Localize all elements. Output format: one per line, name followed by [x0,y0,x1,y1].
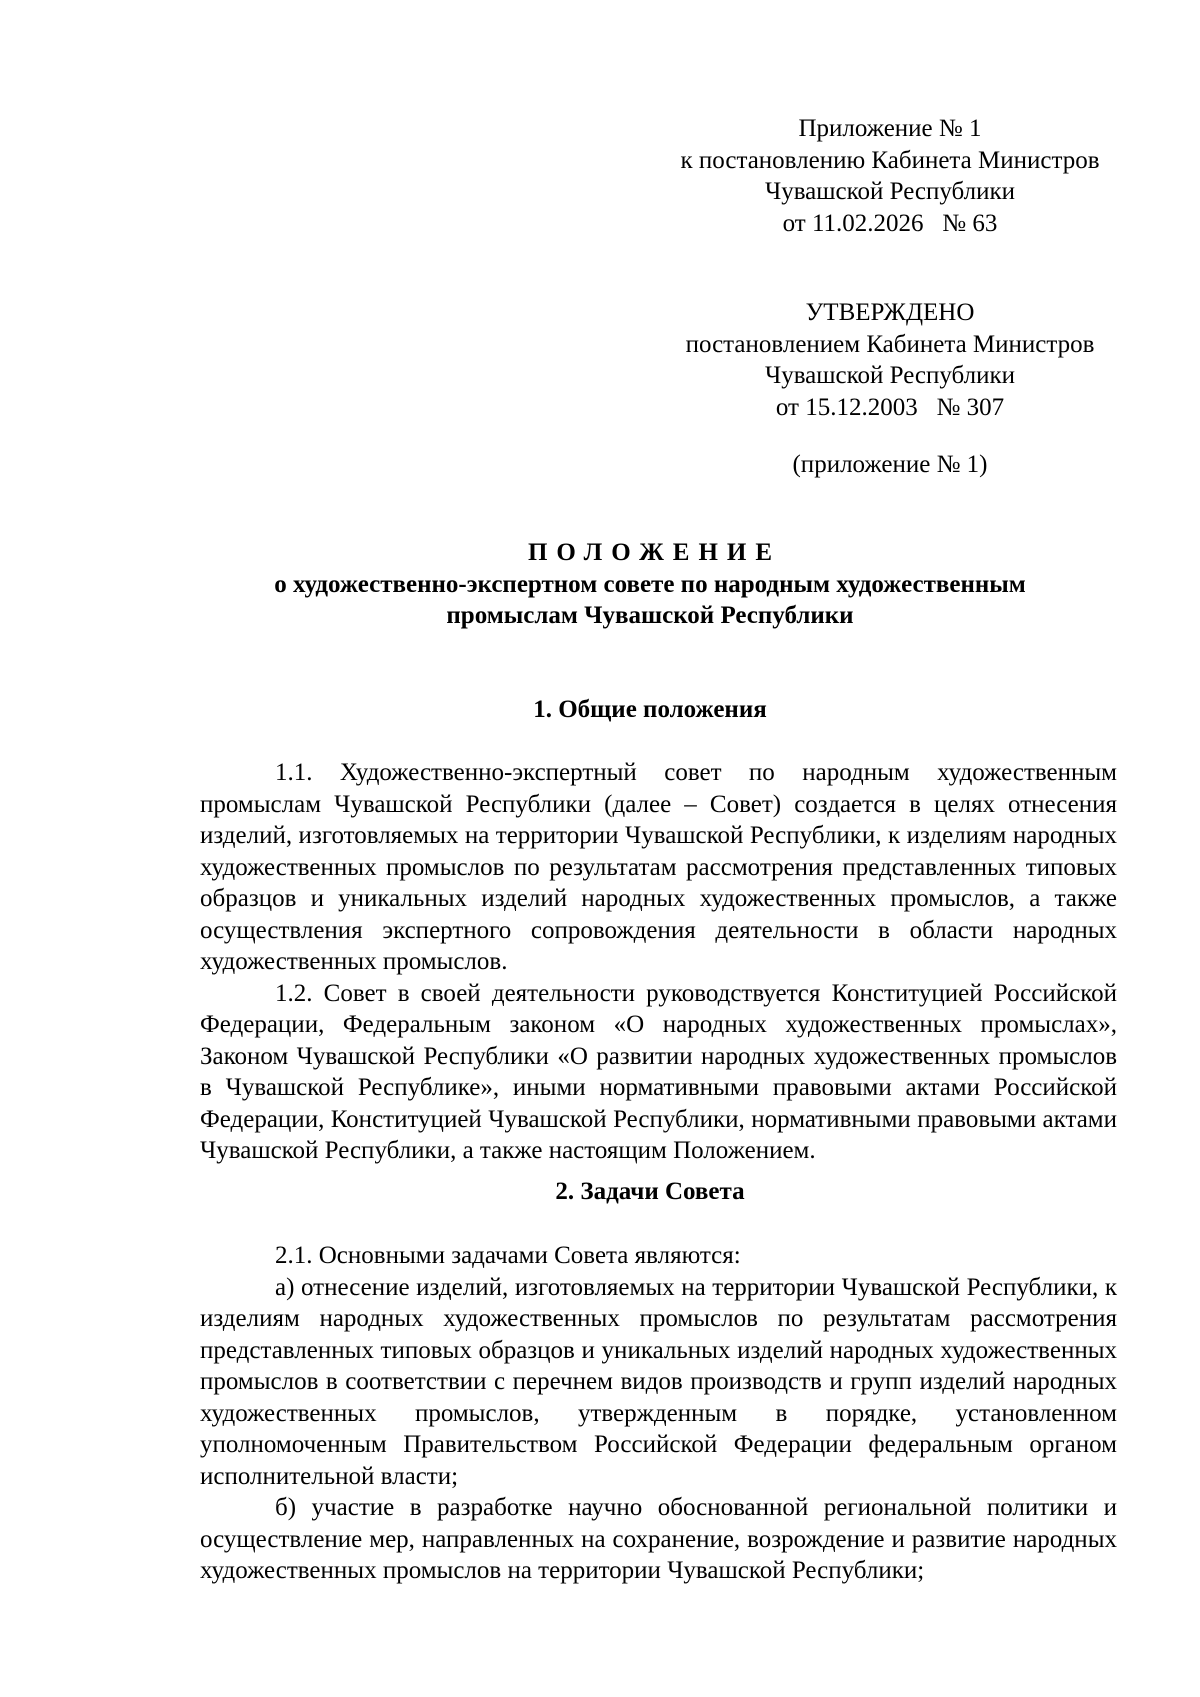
appendix-number: Приложение № 1 [798,115,982,142]
approved-resolution: постановлением Кабинета Министров [685,330,1095,358]
appendix-date: от 11.02.2026 № 63 [782,209,998,237]
section-body-general [200,757,1117,1167]
approved-appendix-note [640,449,1140,481]
section-heading-general: 1. Общие положения [533,696,767,723]
paragraph: 2.1. Основными задачами Совета являются: [275,1242,741,1269]
document-title [200,537,1100,632]
approval-stamp-block [640,297,1140,423]
approved-note-text: (приложение № 1) [792,451,988,478]
title-subtitle-line-2: промыслам Чувашской Республики [446,602,854,629]
paragraph: 1.1. Художественно-экспертный совет по народным художественным промыслам Чувашской Республики (далее – Совет) создается в целях отнесения изделий, изготовляемых на территории Чувашской Республики, к изделиям народных художественных промыслов по результатам рассмотрения представленных типовых образцов и уникальных изделий народных художественных промыслов, а также осуществления экспертного сопровождения деятельности в области народных художественных промыслов. [200,759,1117,975]
paragraph: б) участие в разработке научно обоснованной региональной политики и осуществление мер, направленных на сохранение, возрождение и развитие народных художественных промыслов на территории Чувашской Республики; [200,1494,1117,1584]
title-subtitle-line-1: о художественно-экспертном совете по народным художественным [274,570,1026,598]
approved-label: УТВЕРЖДЕНО [805,299,975,326]
title-main: ПОЛОЖЕНИЕ [527,539,782,566]
paragraph: 1.2. Совет в своей деятельности руководствуется Конституцией Российской Федерации, Федеральным законом «О народных художественных промыслах», Законом Чувашской Республики «О развитии народных художественных промыслов в Чувашской Республике», иными нормативными правовыми актами Российской Федерации, Конституцией Чувашской Республики, нормативными правовыми актами Чувашской Республики, а также настоящим Положением. [200,979,1117,1164]
section-heading-tasks: 2. Задачи Совета [555,1178,745,1205]
appendix-resolution: к постановлению Кабинета Министров [680,146,1100,174]
section-body-tasks [200,1240,1117,1587]
appendix-republic: Чувашской Республики [764,178,1016,205]
appendix-header [640,113,1140,239]
approved-date: от 15.12.2003 № 307 [775,393,1005,421]
approved-republic: Чувашской Республики [764,362,1016,389]
paragraph: а) отнесение изделий, изготовляемых на территории Чувашской Республики, к изделиям народных художественных промыслов по результатам рассмотрения представленных типовых образцов и уникальных изделий народных художественных промыслов в соответствии с перечнем видов производств и групп изделий народных художественных промыслов, утвержденным в порядке, установленном уполномоченным Правительством Российской Федерации федеральным органом исполнительной власти; [200,1273,1117,1490]
